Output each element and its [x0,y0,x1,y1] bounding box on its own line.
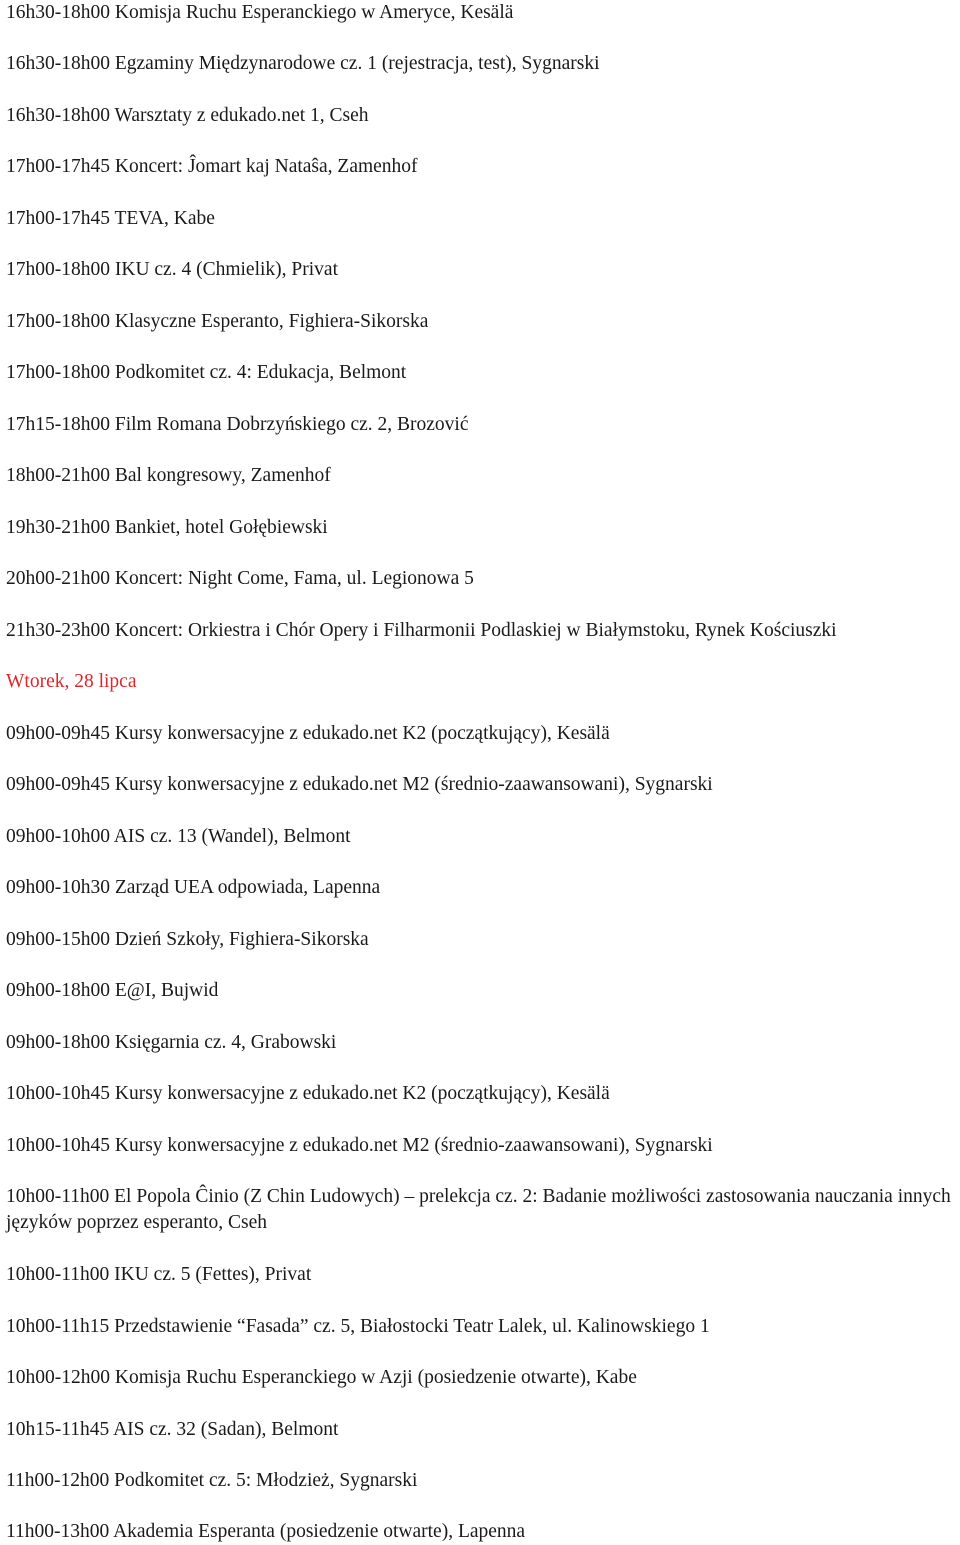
schedule-entry: 16h30-18h00 Egzaminy Międzynarodowe cz. 1 (rejestracja, test), Sygnarski [6,53,600,74]
schedule-entry: 09h00-10h00 AIS cz. 13 (Wandel), Belmont [6,826,351,847]
schedule-entry: 19h30-21h00 Bankiet, hotel Gołębiewski [6,517,328,538]
schedule-entry: 16h30-18h00 Warsztaty z edukado.net 1, Cseh [6,105,369,126]
schedule-entry: 10h00-11h00 IKU cz. 5 (Fettes), Privat [6,1264,312,1285]
schedule-entry: 10h00-11h15 Przedstawienie “Fasada” cz. 5, Białostocki Teatr Lalek, ul. Kalinowskiego 1 [6,1316,710,1337]
schedule-entry: 17h00-18h00 Klasyczne Esperanto, Fighiera-Sikorska [6,311,429,332]
schedule-entry: 09h00-09h45 Kursy konwersacyjne z edukado.net M2 (średnio-zaawansowani), Sygnarski [6,774,713,795]
schedule-entry: 17h00-18h00 IKU cz. 4 (Chmielik), Privat [6,259,338,280]
schedule-entry: 09h00-18h00 Księgarnia cz. 4, Grabowski [6,1032,337,1053]
schedule-entry: 21h30-23h00 Koncert: Orkiestra i Chór Opery i Filharmonii Podlaskiej w Białymstoku, Rynek Kościuszki [6,620,837,641]
schedule-entry: 10h00-10h45 Kursy konwersacyjne z edukado.net M2 (średnio-zaawansowani), Sygnarski [6,1135,713,1156]
schedule-entry: 17h15-18h00 Film Romana Dobrzyńskiego cz. 2, Brozović [6,414,469,435]
schedule-entry: 17h00-17h45 Koncert: Ĵomart kaj Nataŝa, Zamenhof [6,156,418,177]
schedule-entry: 11h00-12h00 Podkomitet cz. 5: Młodzież, Sygnarski [6,1470,418,1491]
schedule-entry: 09h00-09h45 Kursy konwersacyjne z edukado.net K2 (początkujący), Kesälä [6,723,610,744]
schedule-entry: 09h00-10h30 Zarząd UEA odpowiada, Lapenna [6,877,381,898]
schedule-entry: 09h00-15h00 Dzień Szkoły, Fighiera-Sikorska [6,929,369,950]
schedule-entry: 09h00-18h00 E@I, Bujwid [6,980,219,1001]
day-heading: Wtorek, 28 lipca [6,671,137,692]
schedule-entry: 10h00-11h00 El Popola Ĉinio (Z Chin Ludowych) – prelekcja cz. 2: Badanie możliwości zastosowania nauczania innych języków poprzez esperanto, Cseh [6,1186,951,1233]
schedule-entry: 10h00-10h45 Kursy konwersacyjne z edukado.net K2 (początkujący), Kesälä [6,1083,610,1104]
schedule-entry: 20h00-21h00 Koncert: Night Come, Fama, ul. Legionowa 5 [6,568,474,589]
schedule-entry: 11h00-13h00 Akademia Esperanta (posiedzenie otwarte), Lapenna [6,1521,526,1542]
schedule-entry: 10h15-11h45 AIS cz. 32 (Sadan), Belmont [6,1419,339,1440]
schedule-entry: 17h00-17h45 TEVA, Kabe [6,208,215,229]
schedule-entry: 10h00-12h00 Komisja Ruchu Esperanckiego w Azji (posiedzenie otwarte), Kabe [6,1367,637,1388]
schedule-entry: 17h00-18h00 Podkomitet cz. 4: Edukacja, Belmont [6,362,407,383]
schedule-entry: 16h30-18h00 Komisja Ruchu Esperanckiego w Ameryce, Kesälä [6,2,514,23]
schedule-entry: 18h00-21h00 Bal kongresowy, Zamenhof [6,465,331,486]
